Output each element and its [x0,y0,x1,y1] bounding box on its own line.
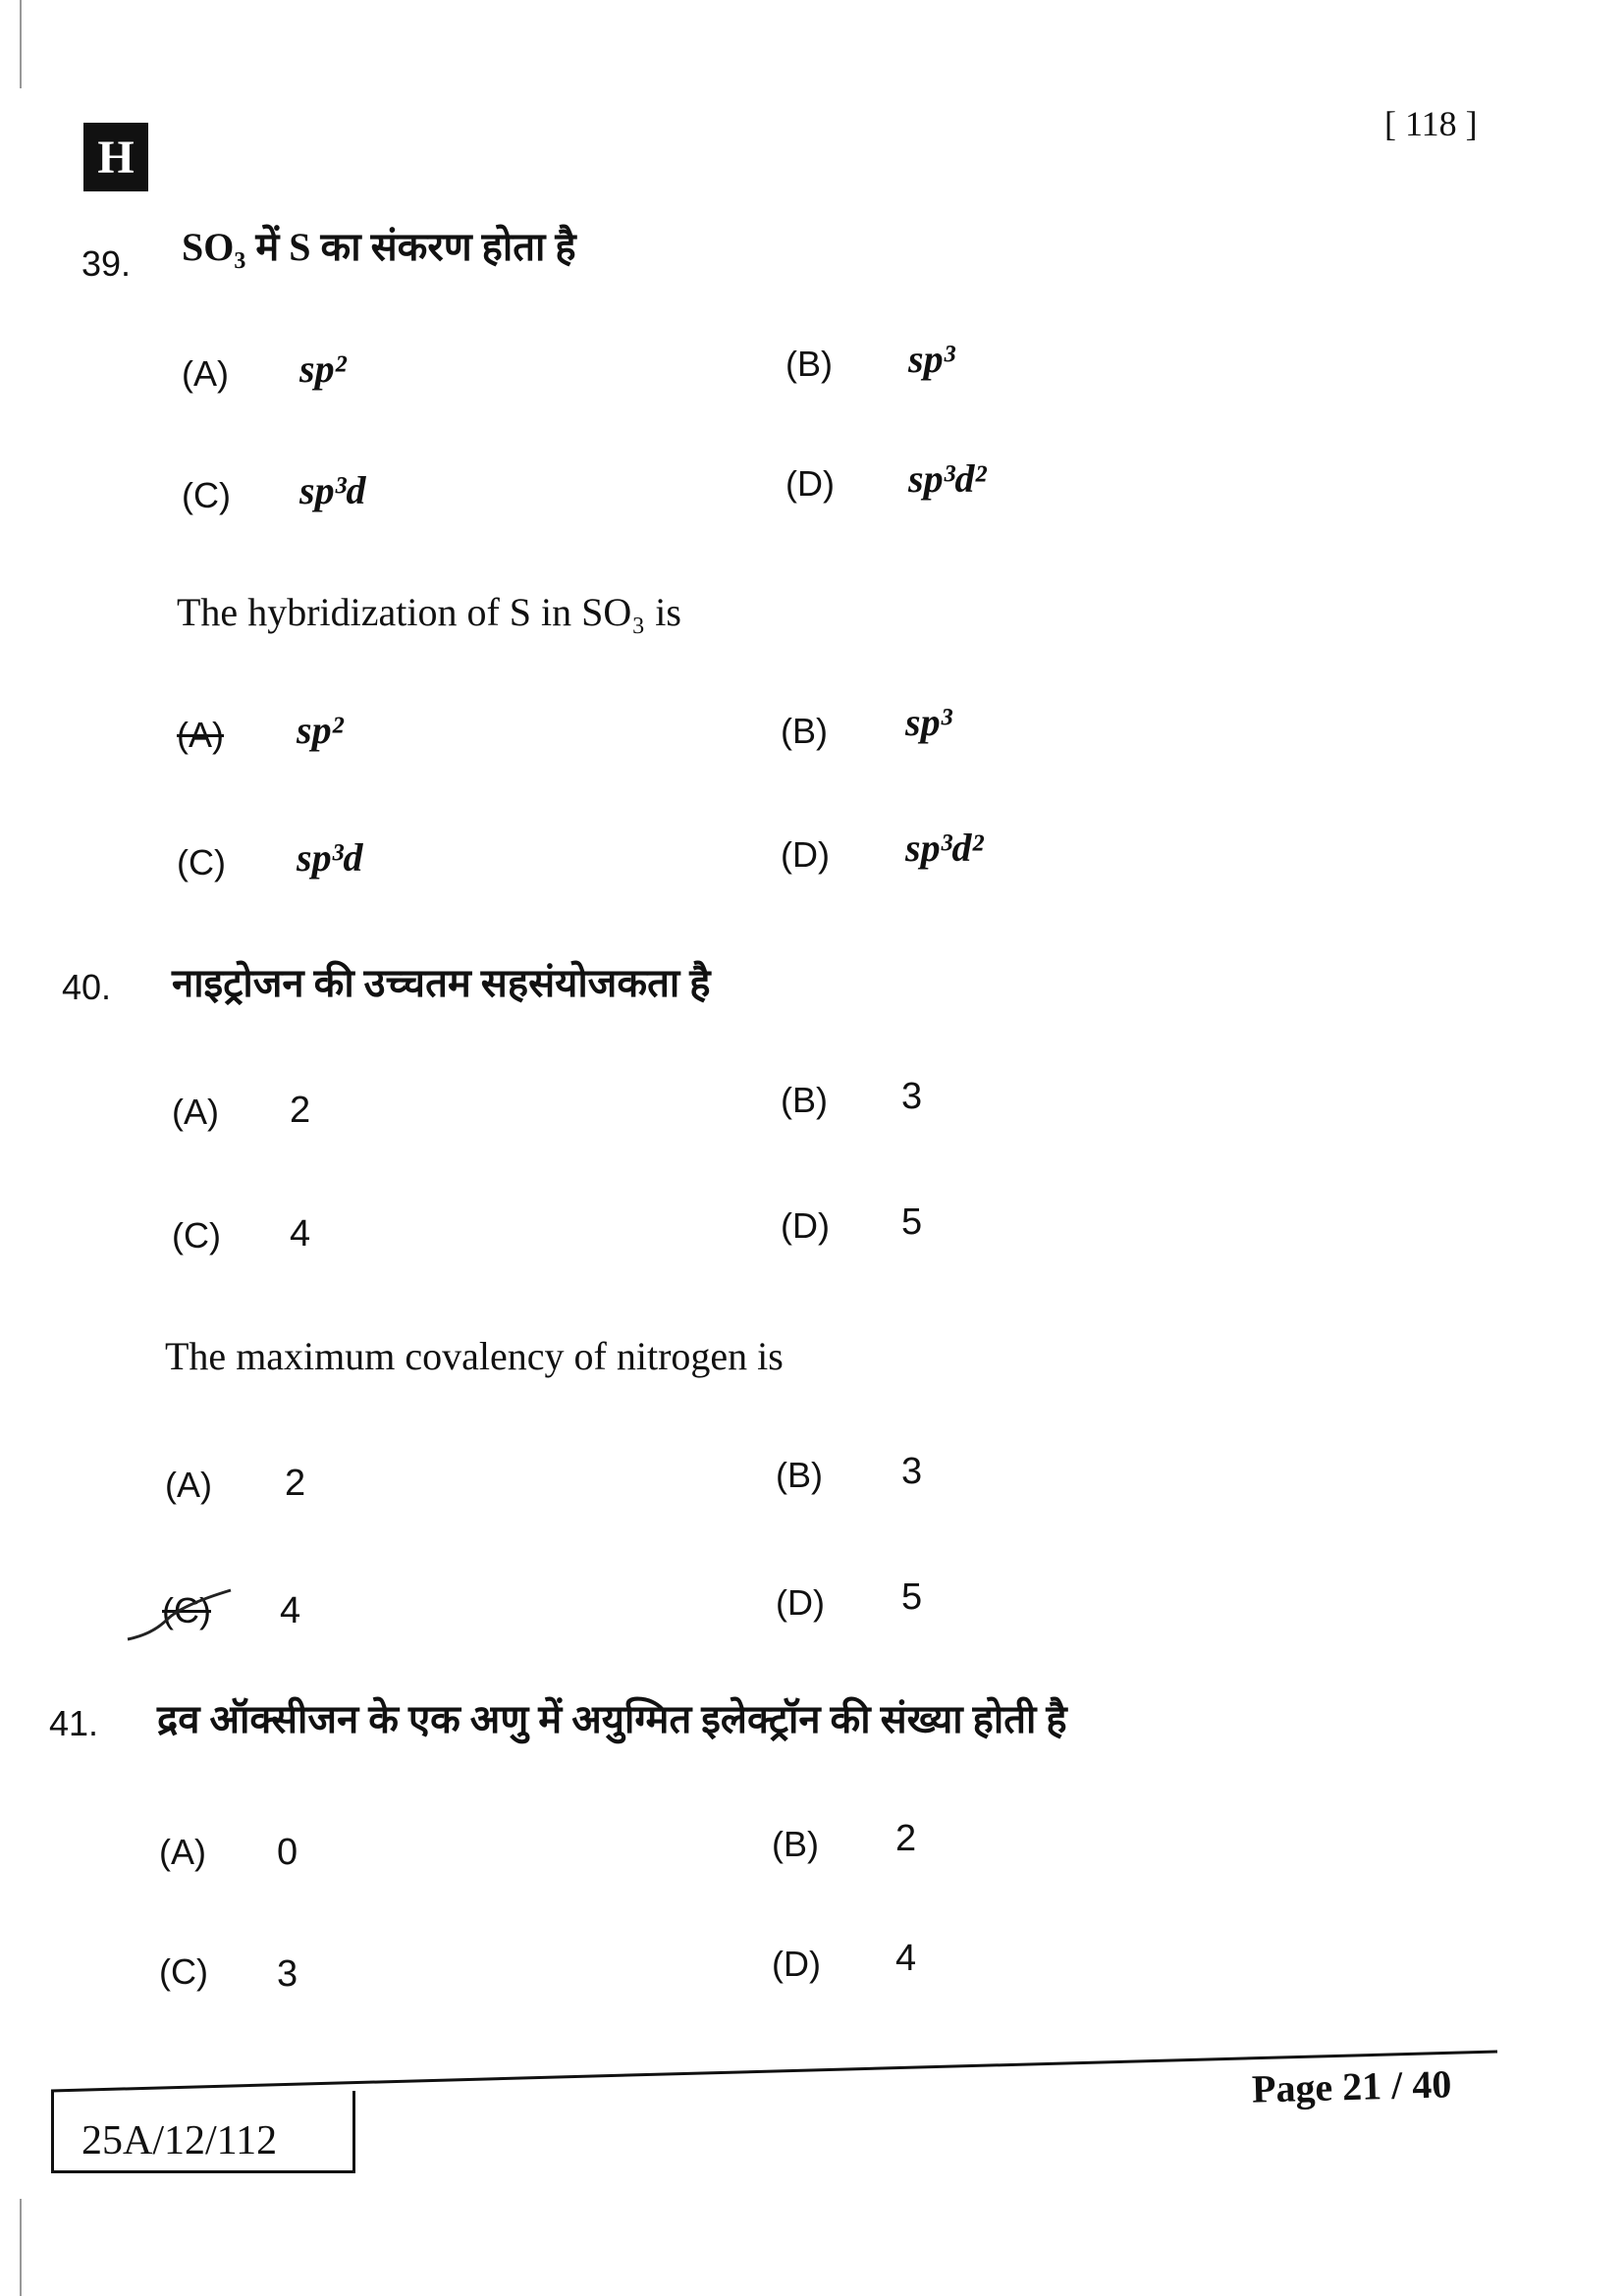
option-label: (A) [182,353,229,394]
option-label: (B) [776,1455,823,1495]
question-text-english: The hybridization of S in SO₃ is [177,590,681,634]
page-number: Page 21 / 40 [1251,2061,1452,2111]
option-label: (D) [785,463,835,504]
option-label: (B) [785,344,833,384]
option-label: (D) [772,1944,821,1984]
margin-line [20,0,22,88]
question-number: 39. [81,243,132,284]
option-label: (A) [165,1465,212,1505]
paper-code: 25A/12/112 [51,2091,355,2173]
option-value: 4 [280,1590,301,1631]
option-label: (C) [182,475,231,515]
option-label: (C) [177,842,226,882]
option-value: sp³d [297,835,363,880]
option-value: 5 [901,1576,923,1618]
option-value: 2 [285,1463,306,1504]
option-label: (B) [772,1824,819,1864]
option-value: 4 [895,1938,917,1979]
question-number: 41. [49,1703,99,1743]
option-value: 5 [901,1201,923,1243]
option-label: (D) [781,1205,830,1246]
option-label: (B) [781,711,828,751]
option-value: 4 [290,1213,311,1255]
option-value: sp² [299,347,347,391]
option-value: 3 [277,1953,298,1995]
option-label: (D) [781,834,830,875]
option-value: 3 [901,1076,923,1117]
question-number: 40. [62,967,112,1007]
option-label-marked: (A) [177,715,224,755]
question-text-english: The maximum covalency of nitrogen is [165,1334,784,1378]
tick-mark-icon [123,1580,241,1649]
set-label: H [83,123,148,191]
question-text-hindi: द्रव ऑक्सीजन के एक अणु में अयुग्मित इलेक्ट्रॉन की संख्या होती है [157,1697,1067,1741]
option-value: 0 [277,1832,298,1873]
question-text-hindi: नाइट्रोजन की उच्चतम सहसंयोजकता है [172,961,711,1005]
option-value: sp³d² [905,826,984,870]
page-code: [ 118 ] [1384,104,1478,143]
question-text-hindi: SO₃ में S का संकरण होता है [182,225,576,269]
option-label: (C) [159,1951,208,1992]
option-value: sp³d [299,468,366,512]
option-label: (D) [776,1582,825,1623]
option-value: sp³ [905,700,952,744]
option-label: (A) [172,1092,219,1132]
option-value: 3 [901,1451,923,1492]
option-label: (C) [172,1215,221,1255]
option-value: 2 [290,1090,311,1131]
option-value: 2 [895,1818,917,1859]
option-value: sp³d² [908,456,987,501]
margin-line [20,2199,22,2296]
option-label-marked: (C) [162,1590,211,1630]
option-value: sp² [297,708,344,752]
option-label: (A) [159,1832,206,1872]
option-label: (B) [781,1080,828,1120]
option-value: sp³ [908,337,955,381]
